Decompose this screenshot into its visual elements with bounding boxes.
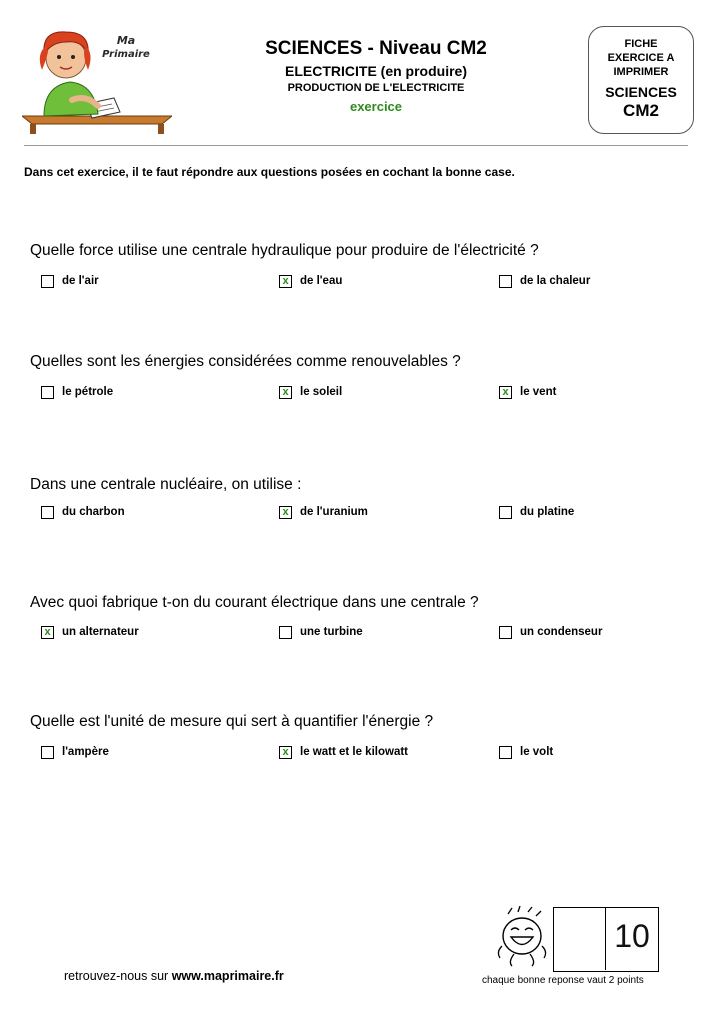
option-2-3[interactable]: [499, 384, 556, 400]
smiley-face-icon: [494, 906, 550, 968]
footer-website: [64, 969, 284, 983]
option-label: le volt: [520, 746, 554, 758]
option-label: le watt et le kilowatt: [300, 746, 408, 758]
option-1-3[interactable]: [499, 273, 590, 289]
fiche-line-3: IMPRIMER: [613, 66, 669, 78]
fiche-line-4: SCIENCES: [605, 84, 677, 100]
option-5-3[interactable]: [499, 744, 553, 760]
option-label: le pétrole: [62, 386, 114, 398]
exercise-tag: exercice: [349, 99, 403, 114]
fiche-line-5: CM2: [623, 101, 659, 120]
option-label: de la chaleur: [520, 275, 591, 287]
option-label: un alternateur: [62, 626, 139, 638]
footer-link[interactable]: www.maprimaire.fr: [171, 969, 284, 983]
checkbox[interactable]: x: [279, 386, 292, 399]
checkbox[interactable]: x: [279, 746, 292, 759]
checkbox[interactable]: x: [499, 386, 512, 399]
option-5-2[interactable]: [279, 744, 408, 760]
option-label: un condenseur: [520, 626, 603, 638]
fiche-line-2: EXERCICE A: [607, 52, 675, 64]
question-1: Quelle force utilise une centrale hydraulique pour produire de l'électricité ?: [30, 242, 539, 259]
checkbox[interactable]: [499, 275, 512, 288]
option-label: du platine: [520, 506, 575, 518]
checkbox[interactable]: [499, 746, 512, 759]
option-4-2[interactable]: [279, 624, 363, 640]
checkbox[interactable]: [41, 275, 54, 288]
score-note: chaque bonne reponse vaut 2 points: [482, 975, 644, 986]
option-1-2[interactable]: [279, 273, 342, 289]
footer-prefix: retrouvez-nous sur: [64, 969, 172, 983]
option-2-2[interactable]: [279, 384, 342, 400]
option-3-3[interactable]: [499, 504, 574, 520]
svg-text:Primaire: Primaire: [102, 49, 150, 60]
option-label: de l'uranium: [300, 506, 368, 518]
checkbox[interactable]: [41, 746, 54, 759]
checkbox[interactable]: [499, 626, 512, 639]
score-total: 10: [614, 918, 650, 954]
option-label: une turbine: [300, 626, 363, 638]
score-divider: [605, 907, 606, 970]
checkbox[interactable]: [41, 506, 54, 519]
page-title: SCIENCES - Niveau CM2: [265, 38, 487, 59]
option-2-1[interactable]: [41, 384, 113, 400]
checkbox[interactable]: x: [41, 626, 54, 639]
question-5: Quelle est l'unité de mesure qui sert à quantifier l'énergie ?: [30, 713, 434, 730]
option-4-1[interactable]: [41, 624, 139, 640]
checkbox[interactable]: [499, 506, 512, 519]
svg-text:Ma: Ma: [116, 34, 136, 47]
checkbox[interactable]: [279, 626, 292, 639]
option-5-1[interactable]: [41, 744, 109, 760]
option-3-1[interactable]: [41, 504, 125, 520]
option-label: du charbon: [62, 506, 125, 518]
option-1-1[interactable]: [41, 273, 99, 289]
page-section: PRODUCTION DE L'ELECTRICITE: [287, 82, 465, 94]
instructions: Dans cet exercice, il te faut répondre aux questions posées en cochant la bonne case.: [24, 165, 515, 179]
option-label: de l'air: [62, 275, 99, 287]
option-label: l'ampère: [62, 746, 109, 758]
option-label: le soleil: [300, 386, 343, 398]
header-divider: [24, 145, 688, 146]
option-3-2[interactable]: [279, 504, 368, 520]
checkbox[interactable]: x: [279, 275, 292, 288]
question-2: Quelles sont les énergies considérées comme renouvelables ?: [30, 353, 461, 370]
option-label: de l'eau: [300, 275, 343, 287]
fiche-line-1: FICHE: [624, 38, 658, 50]
question-3: Dans une centrale nucléaire, on utilise :: [30, 476, 302, 493]
option-label: le vent: [520, 386, 557, 398]
checkbox[interactable]: x: [279, 506, 292, 519]
mascot-illustration: [22, 24, 172, 134]
checkbox[interactable]: [41, 386, 54, 399]
question-4: Avec quoi fabrique t-on du courant électrique dans une centrale ?: [30, 594, 479, 611]
option-4-3[interactable]: [499, 624, 602, 640]
fiche-box: [588, 26, 694, 134]
page-subtitle: ELECTRICITE (en produire): [285, 63, 467, 79]
